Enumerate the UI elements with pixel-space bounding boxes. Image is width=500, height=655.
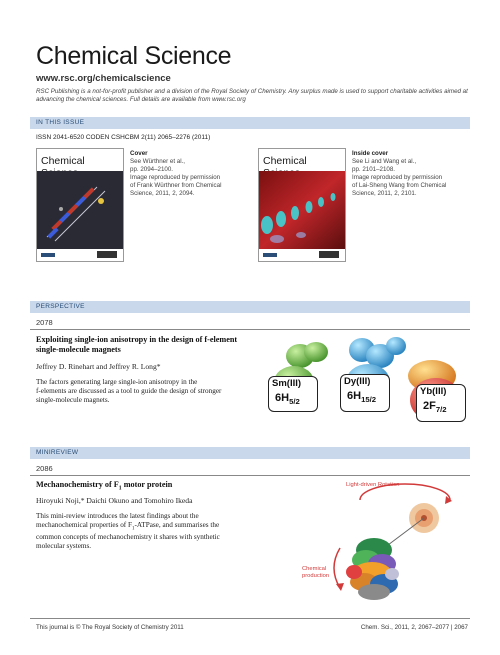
minireview-authors: Hiroyuki Noji,* Daichi Okuno and Tomohiro Ikeda xyxy=(36,496,193,505)
in-this-issue-label: IN THIS ISSUE xyxy=(36,118,85,126)
title-main: Mechanochemistry of F xyxy=(36,480,119,489)
minireview-title[interactable] xyxy=(36,480,276,494)
perspective-rule xyxy=(30,329,470,330)
cover-caption-line: Science, 2011, 2, 2101. xyxy=(352,190,417,197)
dy-term-sub: 15/2 xyxy=(361,395,377,405)
cover-caption-line: Science, 2011, 2, 2094. xyxy=(130,190,195,197)
article-title-line: single-molecule magnets xyxy=(36,345,121,354)
cover-caption-line: pp. 2101–2108. xyxy=(352,166,396,173)
abstract-line: This mini-review introduces the latest findings about the xyxy=(36,512,199,520)
abstract-fragment: mechanochemical properties of F xyxy=(36,521,132,529)
inside-cover-caption xyxy=(352,150,446,198)
cover-caption-line: See Würthner et al., xyxy=(130,158,186,165)
perspective-abstract xyxy=(36,378,276,405)
abstract-line xyxy=(36,521,286,533)
footer-citation: Chem. Sci., 2011, 2, 2067–2077 | 2067 xyxy=(360,624,468,631)
inside-cover-artwork xyxy=(259,149,345,261)
inside-cover-mini-title: Chemical xyxy=(263,155,307,167)
perspective-band xyxy=(30,301,470,313)
issn-line: ISSN 2041-6520 CODEN CSHCBM 2(11) 2065–2276 (2011) xyxy=(36,134,211,141)
abstract-line: common concepts of mechanochemistry it shares with synthetic xyxy=(36,533,220,542)
journal-title: Chemical Science xyxy=(36,42,232,70)
cover-caption-line: Image reproduced by permission xyxy=(130,174,221,181)
chemical-production-label xyxy=(302,566,329,580)
title-sub: 1 xyxy=(118,485,122,492)
perspective-graphic[interactable] xyxy=(264,334,470,428)
yb-ion-label: Yb(III) xyxy=(420,386,447,397)
perspective-title[interactable] xyxy=(36,335,276,355)
cover-caption-line: of Lai-Sheng Wang from Chemical xyxy=(352,182,447,189)
in-this-issue-band xyxy=(30,117,470,129)
perspective-authors: Jeffrey D. Rinehart and Jeffrey R. Long* xyxy=(36,362,161,371)
sm-ion-label: Sm(III) xyxy=(272,378,302,389)
minireview-page-number: 2086 xyxy=(36,464,53,473)
minireview-label: MINIREVIEW xyxy=(36,448,79,456)
sm-label-box xyxy=(268,376,318,412)
cover-caption-line: pp. 2094–2100. xyxy=(130,166,174,173)
inside-cover-heading: Inside cover xyxy=(352,150,389,157)
cover-caption-line: See Li and Wang et al., xyxy=(352,158,417,165)
cover-caption xyxy=(130,150,221,198)
inside-cover-image[interactable] xyxy=(258,148,346,262)
article-title-line: Exploiting single-ion anisotropy in the design of f-element xyxy=(36,335,238,344)
cover-caption-line: of Frank Würthner from Chemical xyxy=(130,182,222,189)
sm-term: 6H xyxy=(275,392,290,404)
journal-url[interactable]: www.rsc.org/chemicalscience xyxy=(36,73,171,84)
title-end: motor protein xyxy=(121,480,173,489)
cover-image[interactable] xyxy=(36,148,124,262)
f1-motor-figure xyxy=(300,478,470,608)
dy-term: 6H xyxy=(347,390,362,402)
perspective-page-number: 2078 xyxy=(36,318,53,327)
abstract-line: f-elements are discussed as a tool to guide the design of stronger xyxy=(36,387,222,395)
cover-heading: Cover xyxy=(130,150,148,157)
abstract-line: The factors generating large single-ion anisotropy in the xyxy=(36,378,198,386)
minireview-graphic[interactable] xyxy=(300,478,470,608)
sm-term-sub: 5/2 xyxy=(289,397,300,407)
yb-label-box xyxy=(416,384,466,422)
sm-term-symbol xyxy=(275,392,300,406)
light-driven-rotation-label: Light-driven Rotation xyxy=(346,482,400,488)
yb-term: 2F xyxy=(423,400,436,412)
dy-term-symbol xyxy=(347,390,376,404)
footer-rule xyxy=(30,618,470,619)
dy-label-box xyxy=(340,374,390,412)
yb-term-symbol xyxy=(423,400,447,414)
cover-mini-title: Chemical xyxy=(41,155,85,167)
dy-ion-label: Dy(III) xyxy=(344,376,371,387)
perspective-label: PERSPECTIVE xyxy=(36,302,85,310)
publisher-note: RSC Publishing is a not-for-profit publisher and a division of the Royal Society of Chemistry. Any surplus made is used to support charitable activities aimed at advancing the chemical sciences. Full details are available from www.rsc.org xyxy=(36,88,468,103)
abstract-sub: 1 xyxy=(132,526,135,532)
yb-term-sub: 7/2 xyxy=(435,405,447,415)
abstract-line: molecular systems. xyxy=(36,542,92,551)
cover-artwork xyxy=(37,149,123,261)
chemical-production-line: Chemical xyxy=(302,566,327,572)
minireview-rule xyxy=(30,475,470,476)
cover-caption-line: Image reproduced by permission xyxy=(352,174,443,181)
abstract-fragment: -ATPase, and summarises the xyxy=(134,521,220,529)
chemical-production-line: production xyxy=(302,573,330,579)
abstract-line: single-molecule magnets. xyxy=(36,396,110,404)
minireview-band xyxy=(30,447,470,459)
footer-copyright: This journal is © The Royal Society of Chemistry 2011 xyxy=(36,624,184,631)
minireview-abstract xyxy=(36,512,286,551)
